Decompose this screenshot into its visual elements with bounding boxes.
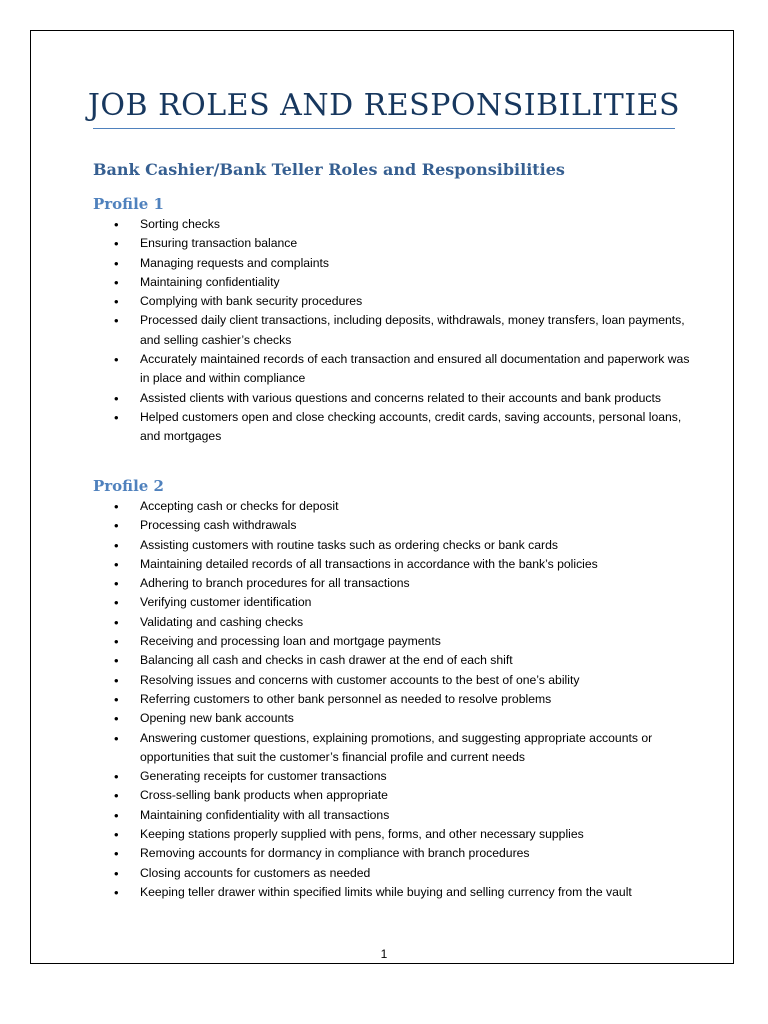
- list-item: • Maintaining detailed records of all transactions in accordance with the bank’s policies: [114, 555, 694, 574]
- list-item: • Assisted clients with various questions and concerns related to their accounts and bank products: [114, 389, 694, 408]
- document-title: JOB ROLES AND RESPONSIBILITIES: [87, 88, 681, 123]
- list-item: • Ensuring transaction balance: [114, 234, 694, 253]
- list-item: • Receiving and processing loan and mortgage payments: [114, 632, 694, 651]
- title-underline: [93, 128, 675, 129]
- list-item: • Processed daily client transactions, including deposits, withdrawals, money transfers, loan payments, and selling cashier’s checks: [114, 311, 694, 350]
- list-item: • Keeping teller drawer within specified limits while buying and selling currency from the vault: [114, 883, 694, 902]
- list-item: • Complying with bank security procedures: [114, 292, 694, 311]
- list-item: • Resolving issues and concerns with customer accounts to the best of one’s ability: [114, 671, 694, 690]
- list-item: • Adhering to branch procedures for all transactions: [114, 574, 694, 593]
- list-item: • Assisting customers with routine tasks such as ordering checks or bank cards: [114, 536, 694, 555]
- list-item: • Validating and cashing checks: [114, 613, 694, 632]
- profile-1-heading: Profile 1: [93, 195, 164, 213]
- list-item: • Answering customer questions, explaining promotions, and suggesting appropriate accounts or opportunities that suit the customer’s financial profile and current needs: [114, 729, 694, 768]
- list-item: • Referring customers to other bank personnel as needed to resolve problems: [114, 690, 694, 709]
- list-item: • Helped customers open and close checking accounts, credit cards, saving accounts, personal loans, and mortgages: [114, 408, 694, 447]
- list-item: • Sorting checks: [114, 215, 694, 234]
- list-item: • Cross-selling bank products when appropriate: [114, 786, 694, 805]
- list-item: • Removing accounts for dormancy in compliance with branch procedures: [114, 844, 694, 863]
- list-item: • Keeping stations properly supplied with pens, forms, and other necessary supplies: [114, 825, 694, 844]
- list-item: • Opening new bank accounts: [114, 709, 694, 728]
- list-item: • Maintaining confidentiality: [114, 273, 694, 292]
- list-item: • Accurately maintained records of each transaction and ensured all documentation and paperwork was in place and within compliance: [114, 350, 694, 389]
- section-heading: Bank Cashier/Bank Teller Roles and Responsibilities: [93, 160, 565, 179]
- list-item: • Managing requests and complaints: [114, 254, 694, 273]
- list-item: • Closing accounts for customers as needed: [114, 864, 694, 883]
- list-item: • Processing cash withdrawals: [114, 516, 694, 535]
- page-number: 1: [380, 947, 388, 961]
- profile-2-list: [114, 497, 694, 902]
- list-item: • Accepting cash or checks for deposit: [114, 497, 694, 516]
- list-item: • Generating receipts for customer transactions: [114, 767, 694, 786]
- list-item: • Verifying customer identification: [114, 593, 694, 612]
- list-item: • Maintaining confidentiality with all transactions: [114, 806, 694, 825]
- profile-1-list: [114, 215, 694, 447]
- list-item: • Balancing all cash and checks in cash drawer at the end of each shift: [114, 651, 694, 670]
- profile-2-heading: Profile 2: [93, 477, 164, 495]
